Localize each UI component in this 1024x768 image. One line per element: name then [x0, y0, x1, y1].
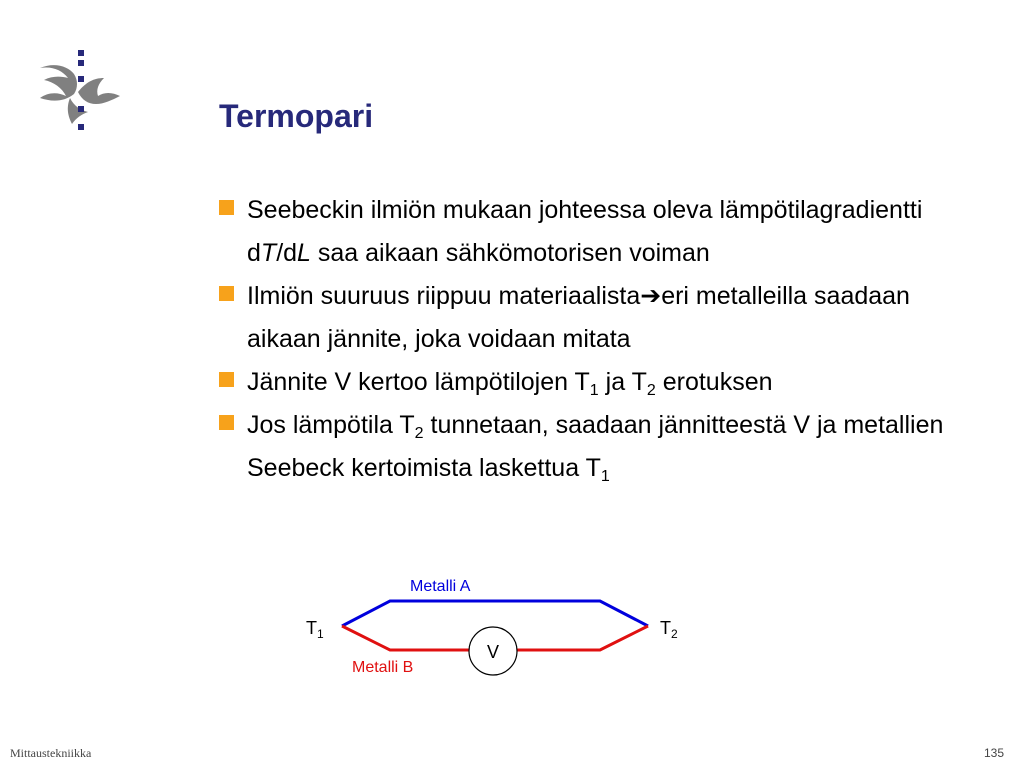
t2-label: $T_2$	[660, 618, 678, 641]
bullet-item	[217, 361, 957, 404]
bullet-list	[217, 189, 957, 490]
bullet-text: saa aikaan sähkömotorisen voiman	[310, 239, 710, 267]
bullet-text: ja T	[598, 368, 647, 396]
bullet-square-icon	[219, 372, 234, 387]
bullet-text: /d	[276, 239, 298, 267]
bullet-text: tunnetaan, saadaan jännitteestä V ja metallien Seebeck kertoimista laskettua T	[247, 411, 944, 482]
bullet-item	[217, 189, 957, 275]
page-number: 135	[983, 746, 1004, 760]
bullet-text: Jännite V kertoo lämpötilojen T	[247, 368, 590, 396]
bullet-text: T	[260, 239, 277, 267]
bullet-text: erotuksen	[655, 368, 773, 396]
bullet-square-icon	[219, 286, 234, 301]
thermocouple-diagram	[290, 565, 710, 685]
bullet-text: 1	[600, 468, 610, 485]
metal-b-label: Metalli B	[352, 659, 414, 676]
metal-b-wire	[342, 626, 470, 650]
slide-title: Termopari	[219, 98, 374, 134]
bullet-item	[217, 275, 957, 361]
voltmeter-label: V	[486, 642, 500, 662]
bullet-text: Jos lämpötila T	[247, 411, 415, 439]
metal-b-wire-right	[516, 626, 648, 650]
bullet-square-icon	[219, 415, 234, 430]
bullet-text: 1	[589, 382, 599, 399]
bullet-text: 2	[414, 425, 424, 442]
bullet-text: Seebeckin ilmiön mukaan johteessa oleva lämpötilagradientti d	[247, 196, 923, 267]
bullet-text: L	[297, 239, 311, 267]
t1-label: $T_1$	[306, 618, 324, 641]
bullet-text: 2	[646, 382, 656, 399]
bullet-item	[217, 404, 957, 490]
bullet-text: ➔	[640, 282, 662, 310]
bullet-square-icon	[219, 200, 234, 215]
metal-a-label: Metalli A	[410, 578, 471, 595]
bullet-text: eri metalleilla saadaan aikaan jännite, joka voidaan mitata	[247, 282, 910, 353]
bullet-text: Ilmiön suuruus riippuu materiaalista	[247, 282, 641, 310]
university-flame-logo-icon	[34, 48, 126, 138]
metal-a-wire	[342, 601, 648, 626]
footer-course-name: Mittaustekniikka	[10, 746, 92, 760]
